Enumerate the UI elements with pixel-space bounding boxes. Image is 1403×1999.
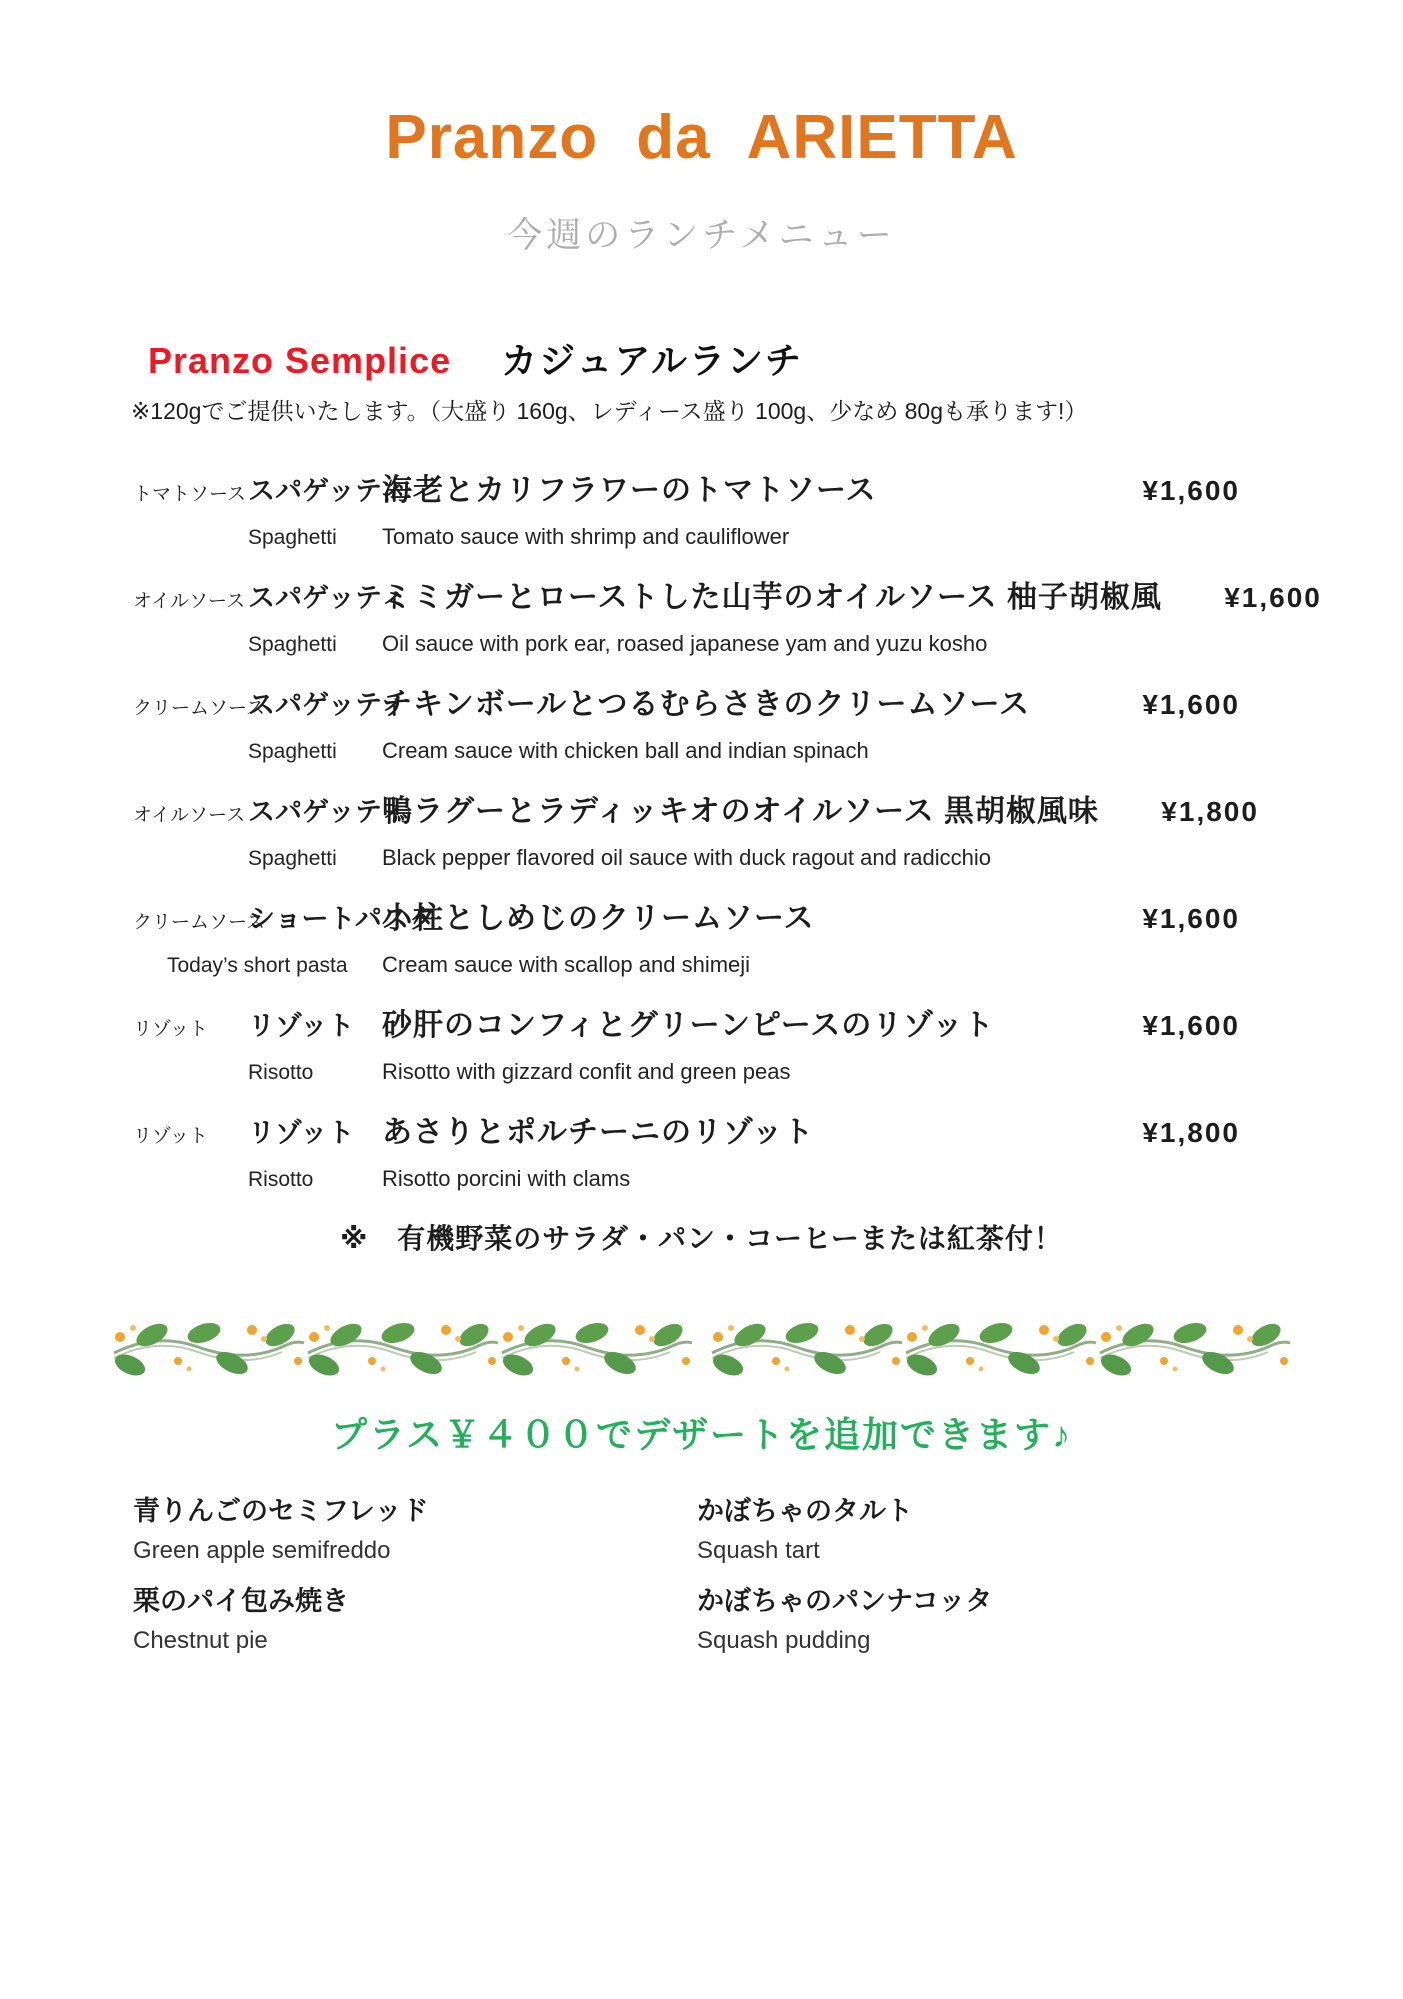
item-name-en: Cream sauce with scallop and shimeji	[382, 952, 751, 977]
dessert-name-en: Green apple semifreddo	[133, 1537, 391, 1564]
menu-row	[0, 472, 1403, 553]
item-name-en: Risotto porcini with clams	[382, 1166, 631, 1191]
item-category: オイルソース	[133, 591, 246, 612]
item-name-jp: 小柱としめじのクリームソース	[382, 902, 815, 935]
dessert-name-jp: 青りんごのセミフレッド	[133, 1496, 429, 1526]
item-type-en: Risotto	[248, 1061, 314, 1084]
menu-row	[0, 1114, 1403, 1195]
item-price: ¥1,600	[1142, 689, 1240, 720]
item-type-jp: ショートパスタ	[248, 904, 436, 934]
item-type-jp: スパゲッティ	[248, 476, 407, 506]
dessert-column-left	[133, 1493, 697, 1673]
dessert-name-en: Squash tart	[697, 1537, 820, 1564]
menu-row	[0, 793, 1403, 874]
item-type-en: Spaghetti	[248, 847, 337, 870]
vine-leaf-berry-icon	[112, 1315, 1292, 1385]
item-name-jp: あさりとポルチーニのリゾット	[382, 1116, 815, 1149]
dessert-name-jp: かぼちゃのパンナコッタ	[697, 1586, 993, 1616]
item-type-jp: スパゲッティ	[248, 690, 407, 720]
item-name-en: Oil sauce with pork ear, roased japanese yam and yuzu kosho	[382, 631, 988, 656]
menu-row	[0, 579, 1403, 660]
item-type-en: Spaghetti	[248, 526, 337, 549]
item-category: リゾット	[133, 1126, 208, 1147]
serving-size-note: ※120gでご提供いたします。（大盛り 160g、レディース盛り 100g、少なめ 80gも承ります!）	[131, 398, 1088, 424]
item-name-en: Tomato sauce with shrimp and cauliflower	[382, 524, 790, 549]
item-price: ¥1,600	[1142, 1010, 1240, 1041]
vine-divider	[0, 1315, 1403, 1385]
menu-row	[0, 686, 1403, 767]
dessert-name-jp: 栗のパイ包み焼き	[133, 1586, 349, 1616]
dessert-item	[697, 1493, 1403, 1567]
item-category: クリームソース	[133, 912, 266, 933]
item-category: オイルソース	[133, 805, 246, 826]
item-name-jp: 海老とカリフラワーのトマトソース	[382, 474, 877, 507]
item-type-en: Spaghetti	[248, 740, 337, 763]
section-heading-en: Pranzo Semplice	[148, 340, 452, 381]
item-price: ¥1,600	[1142, 903, 1240, 934]
menu-row	[0, 900, 1403, 981]
included-items-note: ※ 有機野菜のサラダ・パン・コーヒーまたは紅茶付！	[340, 1223, 1063, 1254]
item-name-jp: 鴨ラグーとラディッキオのオイルソース 黒胡椒風味	[382, 795, 1099, 828]
page-title: Pranzo da ARIETTA	[385, 103, 1018, 172]
item-type-jp: リゾット	[248, 1011, 355, 1041]
dessert-item	[133, 1583, 697, 1657]
dessert-name-en: Squash pudding	[697, 1627, 871, 1654]
dessert-item	[133, 1493, 697, 1567]
item-price: ¥1,600	[1224, 582, 1322, 613]
item-price: ¥1,800	[1161, 796, 1259, 827]
dessert-list	[0, 1493, 1403, 1673]
item-category: リゾット	[133, 1019, 208, 1040]
item-type-en: Today’s short pasta	[167, 954, 348, 977]
item-name-jp: ミミガーとローストした山芋のオイルソース 柚子胡椒風	[382, 581, 1162, 614]
item-name-jp: 砂肝のコンフィとグリーンピースのリゾット	[382, 1009, 995, 1042]
page-subtitle: 今週のランチメニュー	[507, 216, 896, 255]
item-category: トマトソース	[133, 484, 247, 505]
dessert-offer-heading: プラス￥４００でデザートを追加できます♪	[331, 1414, 1072, 1455]
section-heading	[148, 338, 1403, 384]
dessert-column-right	[697, 1493, 1403, 1673]
item-price: ¥1,800	[1142, 1117, 1240, 1148]
dessert-name-en: Chestnut pie	[133, 1627, 268, 1654]
item-type-jp: リゾット	[248, 1118, 355, 1148]
item-name-en: Black pepper flavored oil sauce with duck ragout and radicchio	[382, 845, 992, 870]
item-name-en: Risotto with gizzard confit and green peas	[382, 1059, 791, 1084]
item-price: ¥1,600	[1142, 475, 1240, 506]
dessert-item	[697, 1583, 1403, 1657]
item-type-jp: スパゲッティ	[248, 797, 407, 827]
item-type-en: Risotto	[248, 1168, 314, 1191]
item-type-jp: スパゲッティ	[248, 583, 407, 613]
dessert-name-jp: かぼちゃのタルト	[697, 1496, 913, 1526]
menu-row	[0, 1007, 1403, 1088]
item-category: クリームソース	[133, 698, 266, 719]
menu-list	[0, 472, 1403, 1195]
section-heading-jp: カジュアルランチ	[501, 340, 803, 381]
item-name-jp: チキンボールとつるむらさきのクリームソース	[382, 688, 1030, 721]
item-name-en: Cream sauce with chicken ball and indian spinach	[382, 738, 869, 763]
item-type-en: Spaghetti	[248, 633, 337, 656]
